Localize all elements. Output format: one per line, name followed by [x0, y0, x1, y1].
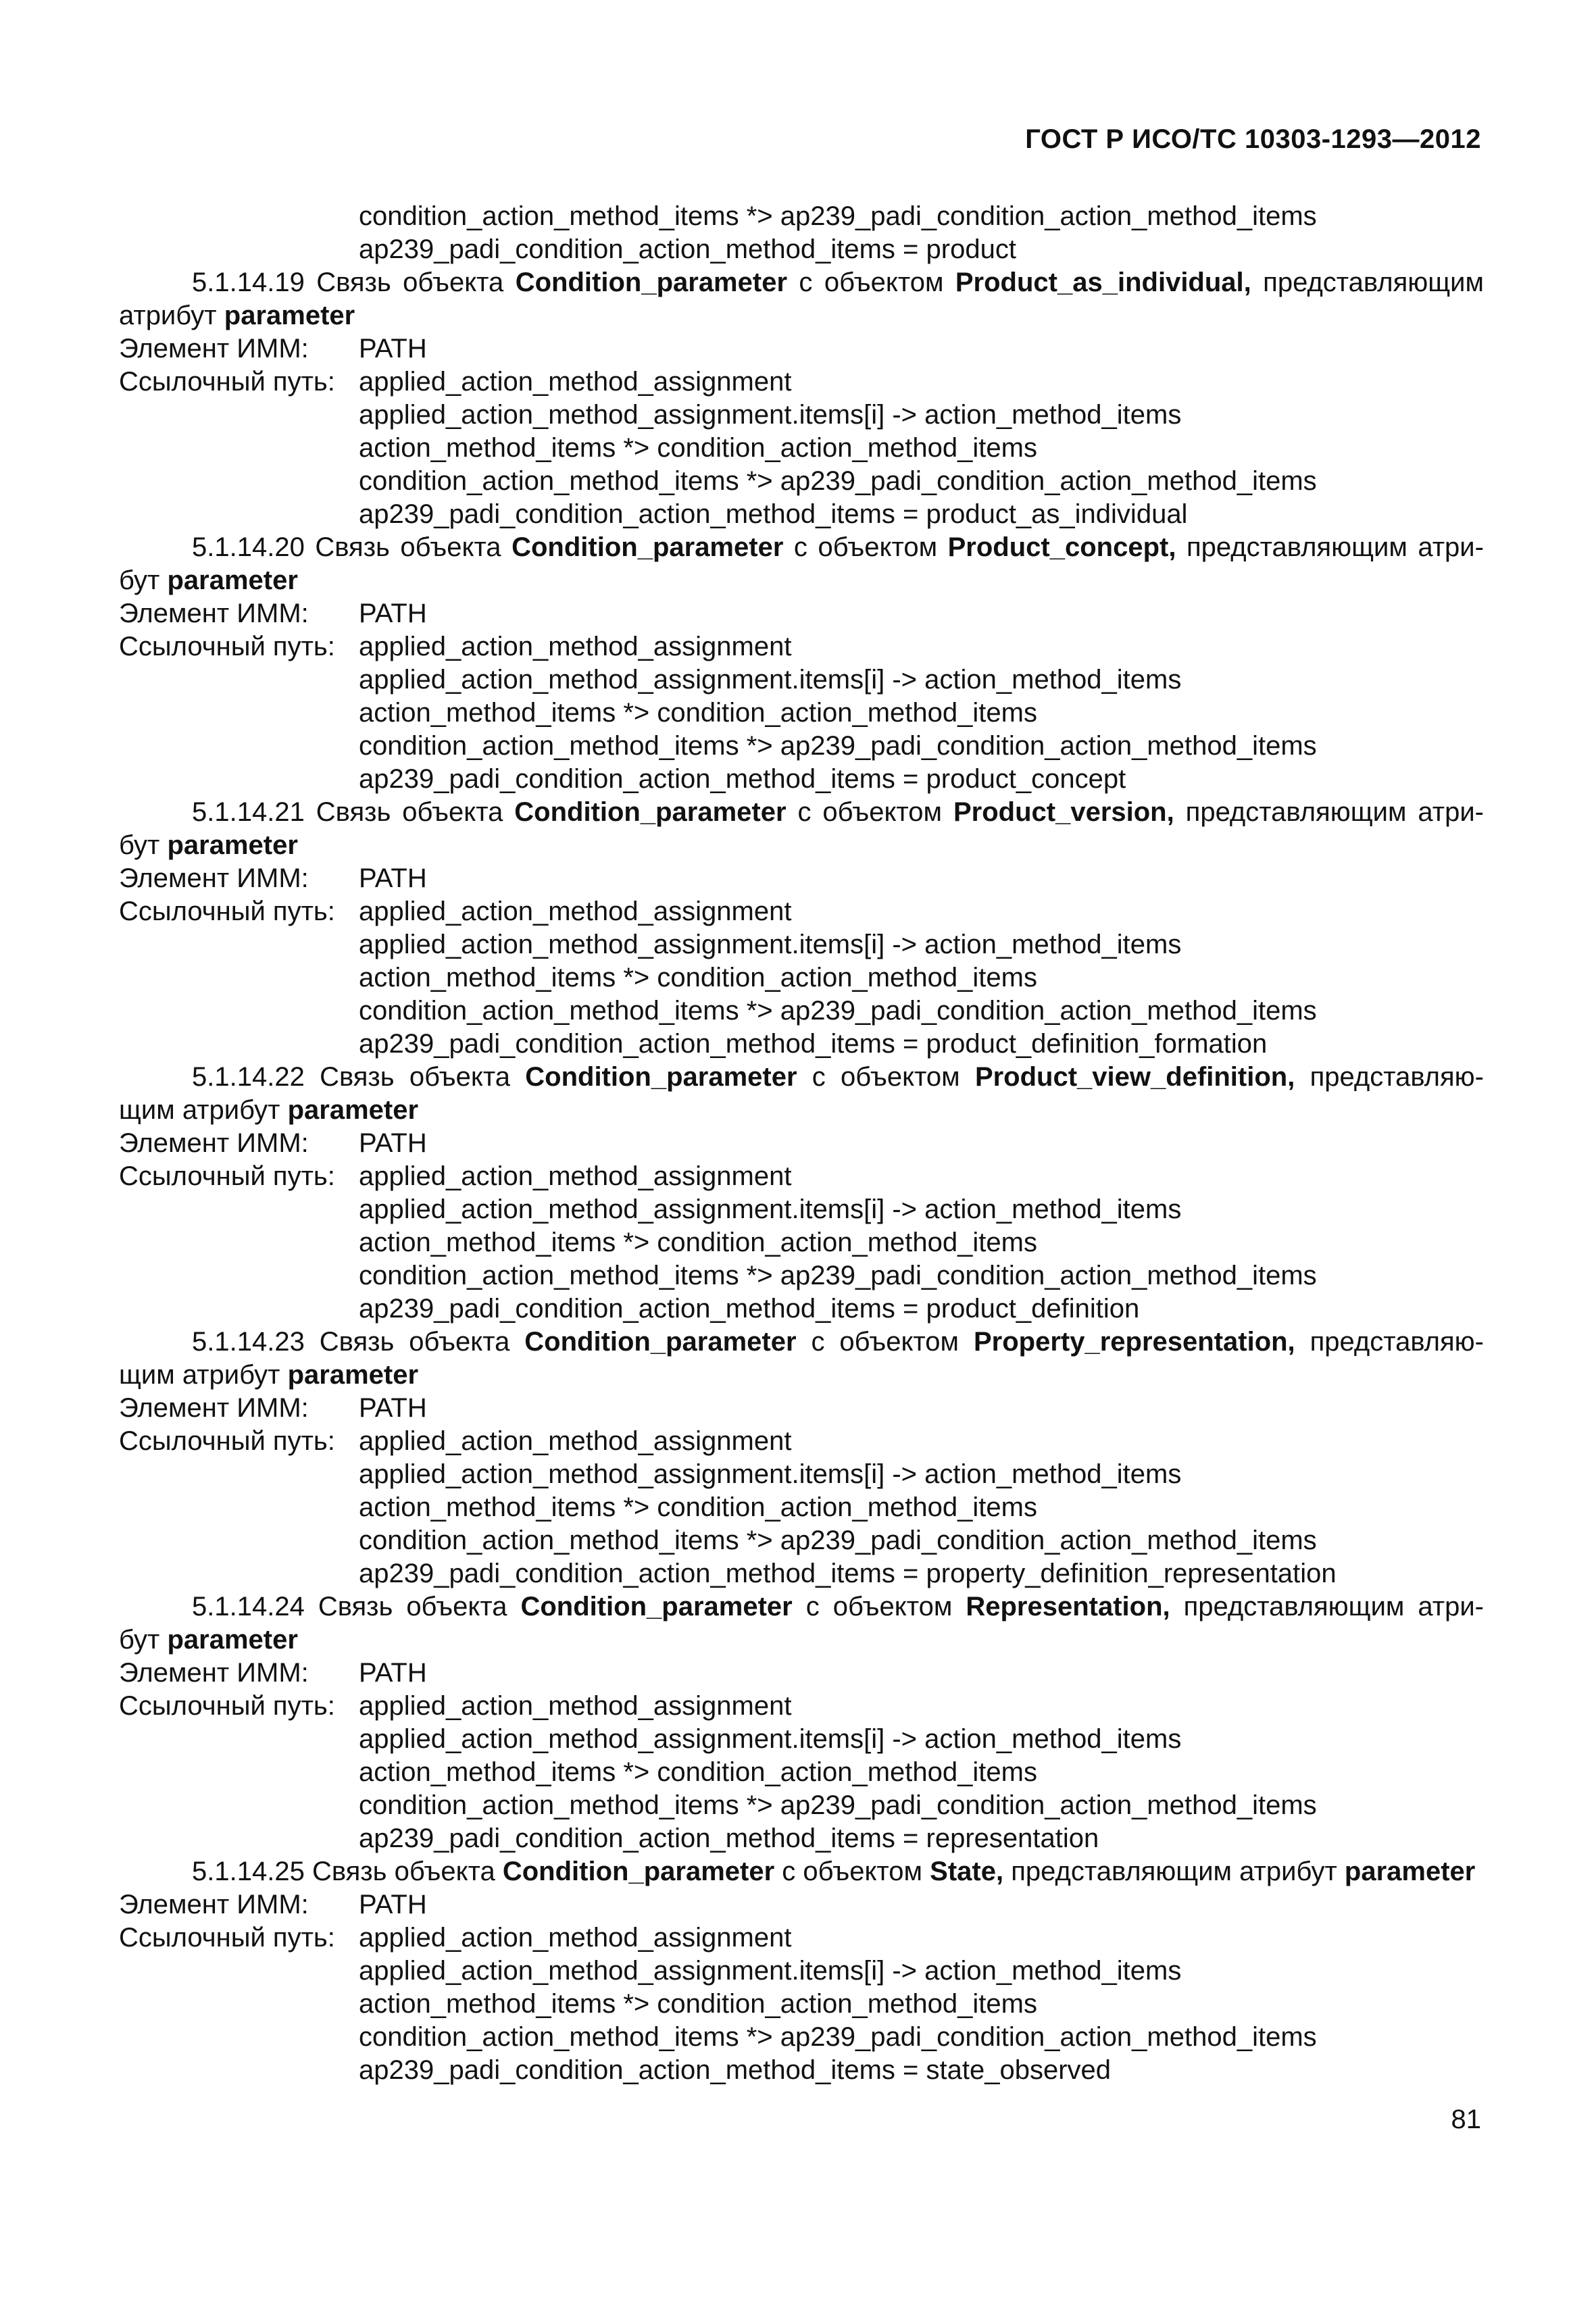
section	[119, 1590, 1484, 1855]
element-row	[119, 862, 1484, 895]
attribute-name: parameter	[287, 1360, 419, 1390]
element-value: PATH	[359, 1890, 427, 1919]
heading-text: представляющим атри-	[1183, 1592, 1484, 1621]
heading-text: Связь объекта	[311, 1857, 495, 1886]
element-row	[119, 597, 1484, 630]
heading-text: представляющим атрибут	[1011, 1857, 1337, 1886]
section	[119, 796, 1484, 1061]
element-label: Элемент ИММ:	[119, 599, 309, 628]
heading-text: с объектом	[797, 797, 943, 827]
element-value: PATH	[359, 863, 427, 893]
path-line: action_method_items *> condition_action_method_items	[359, 698, 1037, 728]
target-entity-name: Representation,	[966, 1592, 1170, 1621]
ref-path-row	[119, 1690, 1484, 1723]
element-row	[119, 332, 1484, 366]
element-label: Элемент ИММ:	[119, 334, 309, 363]
section-number: 5.1.14.25	[192, 1857, 305, 1886]
element-label: Элемент ИММ:	[119, 1393, 309, 1423]
path-line: applied_action_method_assignment	[359, 367, 792, 397]
ref-path-block	[119, 1690, 1484, 1855]
element-value: PATH	[359, 1128, 427, 1158]
path-line: condition_action_method_items *> ap239_padi_condition_action_method_items	[359, 201, 1317, 231]
path-line: applied_action_method_assignment.items[i] -> action_method_items	[359, 665, 1182, 695]
section	[119, 1855, 1484, 2087]
path-line: condition_action_method_items *> ap239_padi_condition_action_method_items	[359, 1261, 1317, 1290]
element-value: PATH	[359, 334, 427, 363]
path-line: condition_action_method_items *> ap239_padi_condition_action_method_items	[359, 1790, 1317, 1820]
ref-path-label: Ссылочный путь:	[119, 1426, 335, 1456]
heading-text: с объектом	[793, 532, 938, 562]
ref-path-block	[119, 366, 1484, 531]
heading-text: щим атрибут	[119, 1095, 280, 1125]
section-heading	[119, 1855, 1484, 1888]
attribute-name: parameter	[167, 830, 298, 860]
path-line: ap239_padi_condition_action_method_items = product_as_individual	[359, 499, 1188, 529]
path-line: applied_action_method_assignment.items[i] -> action_method_items	[359, 1724, 1182, 1754]
target-entity-name: Property_representation,	[973, 1327, 1295, 1357]
ref-path-block	[119, 1921, 1484, 2087]
path-line: ap239_padi_condition_action_method_items = product_definition	[359, 1294, 1140, 1324]
ref-path-label: Ссылочный путь:	[119, 897, 335, 926]
heading-text: с объектом	[811, 1327, 959, 1357]
entity-name: Condition_parameter	[512, 532, 784, 562]
path-line: ap239_padi_condition_action_method_items = representation	[359, 1823, 1099, 1853]
sections-container	[119, 266, 1484, 2087]
path-line: ap239_padi_condition_action_method_items = product	[359, 234, 1016, 264]
section	[119, 1061, 1484, 1326]
path-line: applied_action_method_assignment	[359, 1161, 792, 1191]
path-line: applied_action_method_assignment.items[i] -> action_method_items	[359, 400, 1182, 430]
heading-text: бут	[119, 565, 160, 595]
heading-text: с объектом	[782, 1857, 923, 1886]
path-line: action_method_items *> condition_action_method_items	[359, 1989, 1037, 2019]
ref-path-label: Ссылочный путь:	[119, 632, 335, 661]
heading-text: представляю-	[1310, 1327, 1484, 1357]
path-line: action_method_items *> condition_action_method_items	[359, 1492, 1037, 1522]
ref-path-label: Ссылочный путь:	[119, 1691, 335, 1721]
heading-text: представляю-	[1310, 1062, 1484, 1092]
section-heading	[119, 1326, 1484, 1392]
element-row	[119, 1888, 1484, 1921]
heading-text: с объектом	[805, 1592, 953, 1621]
element-label: Элемент ИММ:	[119, 1890, 309, 1919]
section-number: 5.1.14.22	[192, 1062, 305, 1092]
path-line: action_method_items *> condition_action_method_items	[359, 963, 1037, 992]
element-label: Элемент ИММ:	[119, 863, 309, 893]
heading-text: Связь объекта	[316, 268, 504, 297]
section-number: 5.1.14.23	[192, 1327, 305, 1357]
ref-path-label: Ссылочный путь:	[119, 1923, 335, 1953]
heading-text: атрибут	[119, 301, 217, 330]
target-entity-name: Product_as_individual,	[955, 268, 1251, 297]
element-label: Элемент ИММ:	[119, 1658, 309, 1688]
section-heading	[119, 1590, 1484, 1657]
ref-path-row	[119, 895, 1484, 928]
document-body	[119, 200, 1484, 2087]
heading-text: Связь объекта	[320, 1062, 510, 1092]
entity-name: Condition_parameter	[502, 1857, 775, 1886]
entity-name: Condition_parameter	[520, 1592, 793, 1621]
path-line: ap239_padi_condition_action_method_items = product_definition_formation	[359, 1029, 1268, 1059]
ref-path-block	[119, 630, 1484, 796]
ref-path-label: Ссылочный путь:	[119, 1161, 335, 1191]
entity-name: Condition_parameter	[525, 1062, 797, 1092]
element-value: PATH	[359, 1393, 427, 1423]
path-line: condition_action_method_items *> ap239_padi_condition_action_method_items	[359, 1526, 1317, 1555]
section-number: 5.1.14.24	[192, 1592, 305, 1621]
heading-text: Связь объекта	[319, 1327, 510, 1357]
ref-path-row	[119, 630, 1484, 663]
element-row	[119, 1657, 1484, 1690]
target-entity-name: State,	[930, 1857, 1004, 1886]
attribute-name: parameter	[287, 1095, 419, 1125]
ref-path-block	[119, 1425, 1484, 1590]
target-entity-name: Product_version,	[953, 797, 1174, 827]
element-row	[119, 1392, 1484, 1425]
ref-path-block	[119, 1160, 1484, 1326]
attribute-name: parameter	[1344, 1857, 1476, 1886]
heading-text: представляющим атри-	[1185, 797, 1484, 827]
heading-text: Связь объекта	[315, 532, 501, 562]
heading-text: с объектом	[799, 268, 944, 297]
path-line: applied_action_method_assignment	[359, 1691, 792, 1721]
element-value: PATH	[359, 1658, 427, 1688]
ref-path-row	[119, 366, 1484, 399]
heading-text: представляющим	[1263, 268, 1484, 297]
path-line: applied_action_method_assignment.items[i] -> action_method_items	[359, 1459, 1182, 1489]
path-line: applied_action_method_assignment.items[i] -> action_method_items	[359, 1956, 1182, 1986]
attribute-name: parameter	[167, 1625, 298, 1655]
ref-path-row	[119, 1921, 1484, 1955]
section-heading	[119, 266, 1484, 332]
heading-text: представляющим атри-	[1187, 532, 1484, 562]
attribute-name: parameter	[167, 565, 298, 595]
element-value: PATH	[359, 599, 427, 628]
element-label: Элемент ИММ:	[119, 1128, 309, 1158]
path-line: applied_action_method_assignment	[359, 632, 792, 661]
heading-text: Связь объекта	[318, 1592, 507, 1621]
target-entity-name: Product_view_definition,	[974, 1062, 1295, 1092]
ref-path-row	[119, 1425, 1484, 1458]
section-heading	[119, 1061, 1484, 1127]
section	[119, 1326, 1484, 1590]
heading-text: бут	[119, 1625, 160, 1655]
ref-path-block	[119, 895, 1484, 1061]
path-line: condition_action_method_items *> ap239_padi_condition_action_method_items	[359, 466, 1317, 496]
path-line: applied_action_method_assignment	[359, 1426, 792, 1456]
document-header: ГОСТ Р ИСО/ТС 10303-1293—2012	[1025, 124, 1481, 154]
section	[119, 266, 1484, 531]
path-line: applied_action_method_assignment	[359, 1923, 792, 1953]
path-line: ap239_padi_condition_action_method_items = property_definition_representation	[359, 1559, 1337, 1588]
path-line: applied_action_method_assignment.items[i] -> action_method_items	[359, 1194, 1182, 1224]
path-line: condition_action_method_items *> ap239_padi_condition_action_method_items	[359, 2022, 1317, 2052]
path-line: applied_action_method_assignment	[359, 897, 792, 926]
section-number: 5.1.14.19	[192, 268, 305, 297]
section	[119, 531, 1484, 796]
heading-text: щим атрибут	[119, 1360, 280, 1390]
path-line: action_method_items *> condition_action_method_items	[359, 433, 1037, 463]
path-line: action_method_items *> condition_action_method_items	[359, 1757, 1037, 1787]
entity-name: Condition_parameter	[514, 797, 787, 827]
attribute-name: parameter	[224, 301, 355, 330]
ref-path-row	[119, 1160, 1484, 1193]
path-line: condition_action_method_items *> ap239_padi_condition_action_method_items	[359, 996, 1317, 1026]
ref-path-label: Ссылочный путь:	[119, 367, 335, 397]
section-number: 5.1.14.20	[192, 532, 305, 562]
target-entity-name: Product_concept,	[947, 532, 1176, 562]
heading-text: бут	[119, 830, 160, 860]
element-row	[119, 1127, 1484, 1160]
section-heading	[119, 796, 1484, 862]
path-line: ap239_padi_condition_action_method_items = product_concept	[359, 764, 1126, 794]
heading-text: с объектом	[812, 1062, 960, 1092]
path-line: action_method_items *> condition_action_method_items	[359, 1228, 1037, 1257]
section-heading	[119, 531, 1484, 597]
entity-name: Condition_parameter	[524, 1327, 797, 1357]
page-number: 81	[1451, 2105, 1481, 2134]
heading-text: Связь объекта	[316, 797, 503, 827]
entity-name: Condition_parameter	[515, 268, 788, 297]
section-number: 5.1.14.21	[192, 797, 305, 827]
path-line: applied_action_method_assignment.items[i] -> action_method_items	[359, 930, 1182, 959]
path-line: condition_action_method_items *> ap239_padi_condition_action_method_items	[359, 731, 1317, 761]
path-line: ap239_padi_condition_action_method_items = state_observed	[359, 2055, 1112, 2085]
